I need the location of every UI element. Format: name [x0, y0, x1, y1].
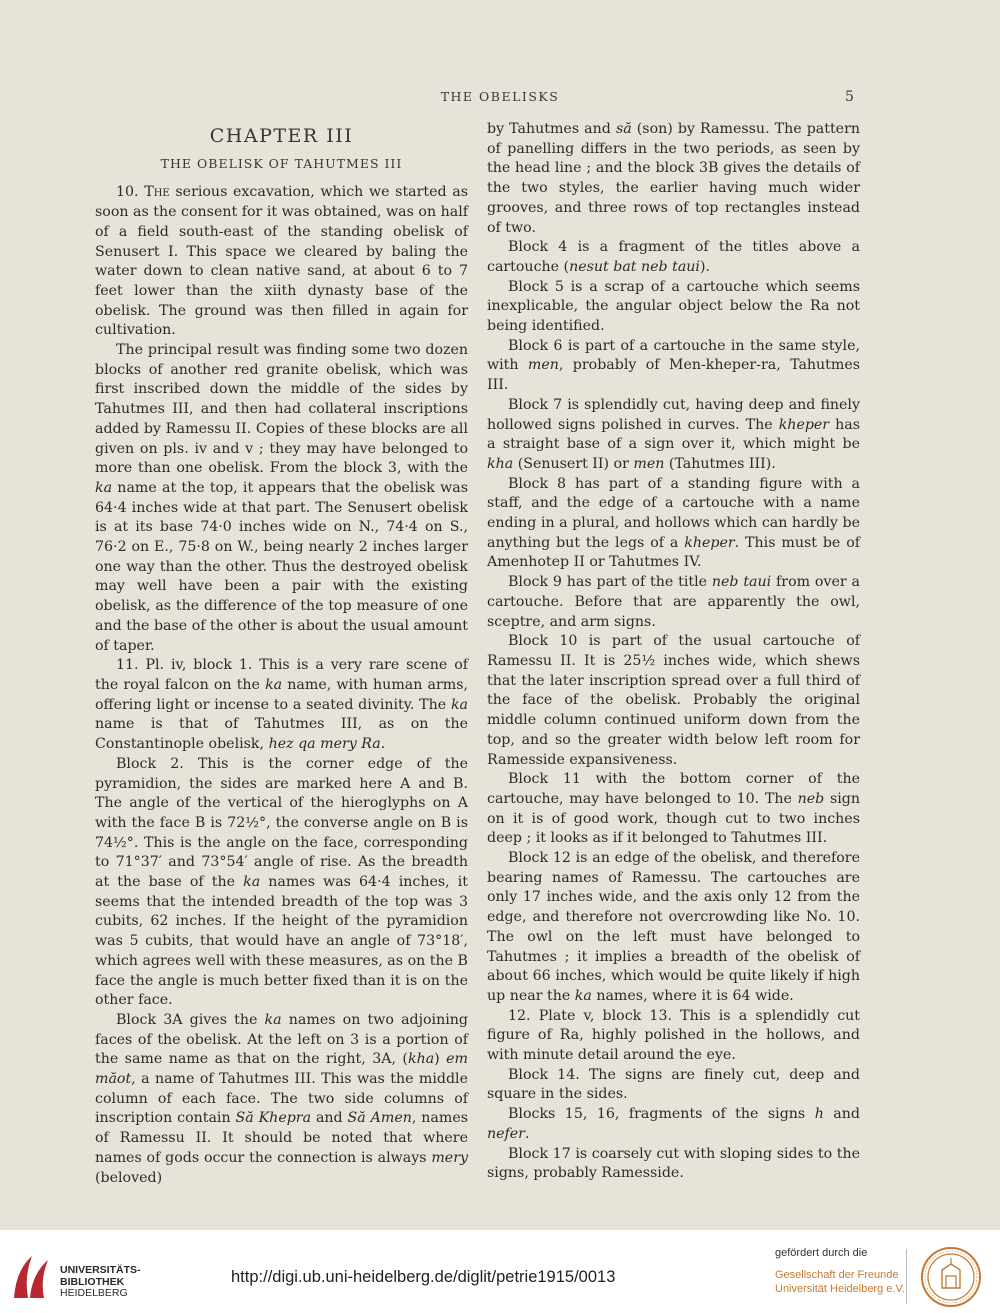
- paragraph: Block 11 with the bottom corner of the cartouche, may have belonged to 10. The neb sign on it is of good work, though cut to two inches deep ; it looks as if it belonged to Tahutmes III.: [487, 771, 860, 847]
- permalink-url[interactable]: http://digi.ub.uni-heidelberg.de/diglit/petrie1915/0013: [231, 1268, 616, 1286]
- chapter-title: CHAPTER III: [209, 125, 354, 147]
- paragraph: Block 17 is coarsely cut with sloping sides to the signs, probably Ramesside.: [487, 1145, 860, 1182]
- paragraph: Block 6 is part of a cartouche in the same style, with men, probably of Men-kheper-ra, Tahutmes III.: [487, 337, 861, 394]
- paragraph: Block 9 has part of the title neb taui from over a cartouche. Before that are apparently the owl, sceptre, and arm signs.: [487, 574, 860, 630]
- running-head: THE OBELISKS: [440, 89, 560, 104]
- left-column: [95, 120, 468, 1188]
- paragraph: Block 5 is a scrap of a cartouche which seems inexplicable, the angular object below the Ra not being identified.: [487, 278, 860, 335]
- paragraph: by Tahutmes and să (son) by Ramessu. The pattern of panelling differs in the two periods, as seen by the head line ; and the block 3B gives the details of the two styles, the earlier having much wider grooves, and three rows of top rectangles instead of two.: [487, 121, 860, 236]
- paragraph: Block 12 is an edge of the obelisk, and therefore bearing names of Ramessu. The cartouches are only 17 inches wide, and the axis only 12 from the edge, and therefore not overcrowding like No. 10. The owl on the left must have belonged to Tahutmes ; it implies a breadth of the obelisk of about 66 inches, which would be quite likely if high up near the ka names, where it is 64 wide.: [487, 850, 860, 1004]
- paragraph: Blocks 15, 16, fragments of the signs h and nefer.: [487, 1106, 860, 1142]
- paragraph: Block 2. This is the corner edge of the pyramidion, the sides are marked here A and B. The angle of the vertical of the hieroglyphs on A with the face B is 72½°, the converse angle on B is 74½°. This is the angle on the face, corresponding to 71°37′ and 73°54′ angle of rise. As the breadth at the base of the ka names was 64·4 inches, it seems that the intended breadth of the top was 3 cubits, 62 inches. If the height of the pyramidion was 5 cubits, that would have an angle of 73°18′, which agrees well with these measures, as on the B face the angle is much better fixed than it is on the other face.: [95, 755, 468, 1009]
- paragraph: Block 8 has part of a standing figure with a staff, and the edge of a cartouche with a name ending in a plural, and hollows which can hardly be anything but the legs of a kheper. This must be of Amenhotep II or Tahutmes IV.: [487, 475, 860, 571]
- chapter-subtitle: THE OBELISK OF TAHUTMES III: [160, 155, 403, 171]
- university-seal-icon[interactable]: [920, 1246, 982, 1308]
- footer-divider: [906, 1249, 907, 1304]
- right-column: [487, 120, 860, 1184]
- sponsor-credit[interactable]: gefördert durch die Gesellschaft der Freunde Universität Heidelberg e.V.: [775, 1247, 905, 1295]
- paragraph: 12. Plate v, block 13. This is a splendidly cut figure of Ra, highly polished in the hollows, and with minute detail around the eye.: [487, 1007, 860, 1064]
- paragraph: The principal result was finding some two dozen blocks of another red granite obelisk, which was first inscribed down the middle of the sides by Tahutmes III, and then had collateral inscriptions added by Ramessu II. Copies of these blocks are all given on pls. iv and v ; they may have belonged to more than one obelisk. From the block 3, with the ka name at the top, it appears that the obelisk was 64·4 inches wide at that part. The Senusert obelisk is at its base 74·0 inches wide on N., 74·4 on S., 76·2 on E., 75·8 on W., being nearly 2 inches larger one way than the other. Thus the destroyed obelisk may well have been a pair with the existing obelisk, as the difference of the top measure of one and the base of the other is about the usual amount of taper.: [95, 342, 468, 654]
- paragraph: 10. The serious excavation, which we started as soon as the consent for it was obtained, was on half of a field south-east of the standing obelisk of Senusert I. This space we cleared by baling the water down to clean native sand, at about 6 to 7 feet lower than the xiith dynasty base of the obelisk. The ground was then filled in again for cultivation.: [95, 184, 468, 339]
- paragraph: Block 10 is part of the usual cartouche of Ramessu II. It is 25½ inches wide, which shews that the later inscription spread over a full third of the face of the obelisk. Probably the original middle column continued uniform down from the top, and so the greater width below left room for Ramesside expansiveness.: [487, 633, 860, 768]
- paragraph: Block 14. The signs are finely cut, deep and square in the sides.: [487, 1066, 860, 1103]
- library-name[interactable]: UNIVERSITÄTS- BIBLIOTHEK HEIDELBERG: [60, 1264, 141, 1299]
- paragraph: Block 7 is splendidly cut, having deep and finely hollowed signs polished in curves. The kheper has a straight base of a sign over it, which might be kha (Senusert II) or men (Tahutmes III).: [487, 396, 860, 472]
- paragraph: 11. Pl. iv, block 1. This is a very rare scene of the royal falcon on the ka name, with human arms, offering light or incense to a seated divinity. The ka name is that of Tahutmes III, as on the Constantinople obelisk, hez qa mery Ra.: [95, 657, 468, 753]
- paragraph: Block 4 is a fragment of the titles above a cartouche (nesut bat neb taui).: [487, 239, 860, 275]
- page-number: 5: [845, 89, 854, 105]
- paragraph: Block 3A gives the ka names on two adjoining faces of the obelisk. At the left on 3 is a portion of the same name as that on the right, 3A, (kha) em măot, a name of Tahutmes III. This was the middle column of each face. The two side columns of inscription contain Să Khepra and Să Amen, names of Ramessu II. It should be noted that where names of gods occur the connection is always mery (beloved): [95, 1011, 469, 1186]
- university-library-logo-icon[interactable]: [10, 1250, 54, 1302]
